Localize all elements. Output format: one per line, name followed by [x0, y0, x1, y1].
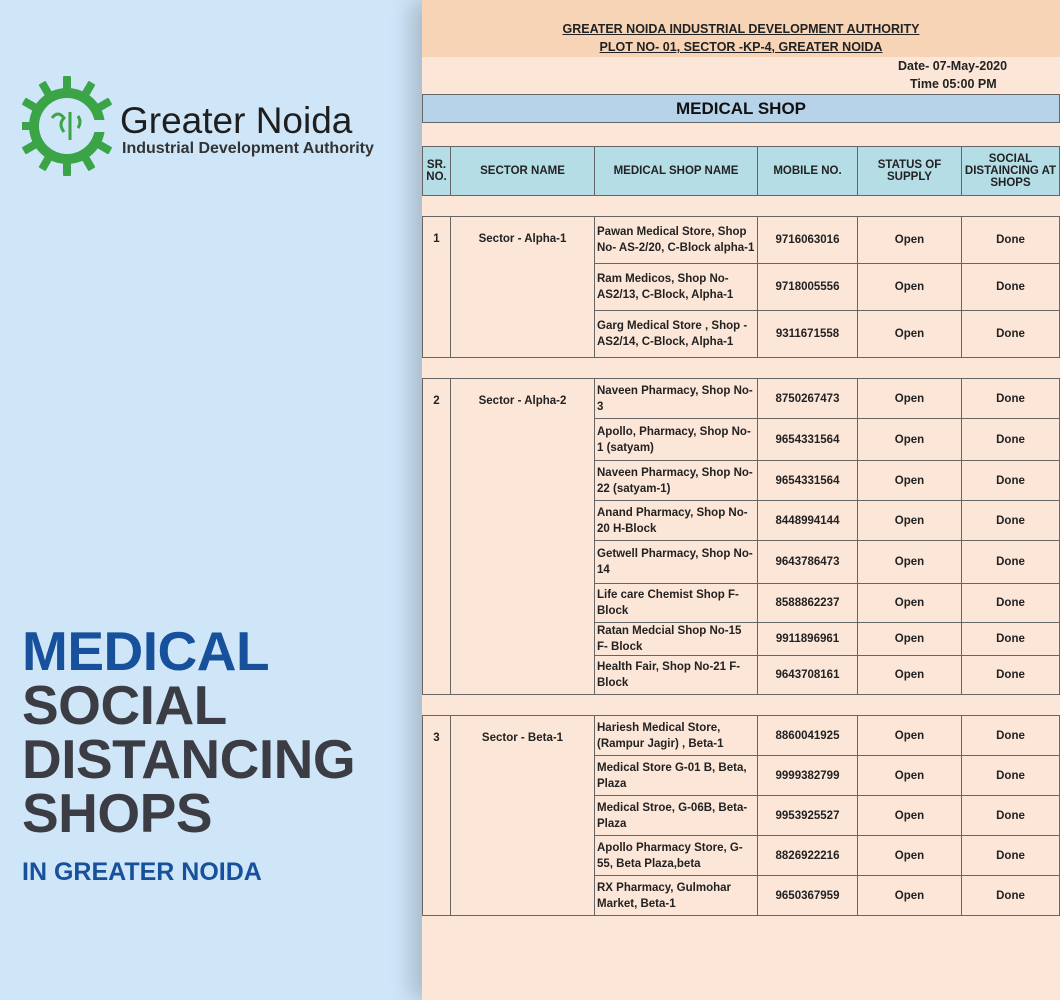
shop-name-cell: Health Fair, Shop No-21 F- Block: [595, 656, 758, 695]
headline-line-1: MEDICAL: [22, 620, 270, 682]
group-spacer-row: [423, 695, 1060, 716]
status-of-supply-cell: Open: [858, 756, 962, 796]
social-distancing-cell: Done: [962, 656, 1060, 695]
social-distancing-cell: Done: [962, 584, 1060, 623]
social-distancing-cell: Done: [962, 501, 1060, 541]
shop-name-cell: Apollo Pharmacy Store, G-55, Beta Plaza,beta: [595, 836, 758, 876]
status-of-supply-cell: Open: [858, 716, 962, 756]
gear-emblem-icon: [22, 76, 112, 176]
mobile-no-cell: 9718005556: [758, 264, 858, 311]
status-of-supply-cell: Open: [858, 876, 962, 916]
sr-no-cell: 1: [423, 217, 451, 358]
mobile-no-cell: 9654331564: [758, 419, 858, 461]
shop-name-cell: Medical Stroe, G-06B, Beta- Plaza: [595, 796, 758, 836]
status-of-supply-cell: Open: [858, 656, 962, 695]
sector-name-cell: Sector - Beta-1: [451, 716, 595, 916]
status-of-supply-cell: Open: [858, 217, 962, 264]
shop-name-cell: RX Pharmacy, Gulmohar Market, Beta-1: [595, 876, 758, 916]
status-of-supply-cell: Open: [858, 541, 962, 584]
mobile-no-cell: 9650367959: [758, 876, 858, 916]
report-time: Time 05:00 PM: [910, 77, 997, 91]
table-row: [423, 716, 1060, 756]
shop-name-cell: Pawan Medical Store, Shop No- AS-2/20, C-Block alpha-1: [595, 217, 758, 264]
mobile-no-cell: 9911896961: [758, 623, 858, 656]
headline-line-3: DISTANCING: [22, 728, 356, 790]
group-spacer-cell: [423, 196, 1060, 217]
status-of-supply-cell: Open: [858, 796, 962, 836]
table-body: [423, 196, 1060, 916]
header-sr-no: SR. NO.: [423, 147, 451, 196]
header-sector-name: SECTOR NAME: [451, 147, 595, 196]
social-distancing-cell: Done: [962, 836, 1060, 876]
headline-line-4: SHOPS: [22, 782, 213, 844]
mobile-no-cell: 9999382799: [758, 756, 858, 796]
header-mobile-no: MOBILE NO.: [758, 147, 858, 196]
social-distancing-cell: Done: [962, 379, 1060, 419]
report-date: Date- 07-May-2020: [898, 59, 1008, 73]
table-row: [423, 379, 1060, 419]
sr-no-cell: 3: [423, 716, 451, 916]
social-distancing-cell: Done: [962, 623, 1060, 656]
status-of-supply-cell: Open: [858, 311, 962, 358]
social-distancing-cell: Done: [962, 217, 1060, 264]
status-of-supply-cell: Open: [858, 501, 962, 541]
headline-line-2: SOCIAL: [22, 674, 227, 736]
social-distancing-cell: Done: [962, 796, 1060, 836]
headline-subtitle: IN GREATER NOIDA: [22, 858, 262, 886]
brand-name: Greater Noida: [120, 100, 353, 141]
status-of-supply-cell: Open: [858, 379, 962, 419]
status-of-supply-cell: Open: [858, 264, 962, 311]
medical-shop-sheet: [422, 0, 1060, 1000]
mobile-no-cell: 8448994144: [758, 501, 858, 541]
shop-name-cell: Medical Store G-01 B, Beta, Plaza: [595, 756, 758, 796]
status-of-supply-cell: Open: [858, 461, 962, 501]
social-distancing-cell: Done: [962, 311, 1060, 358]
header-status-of-supply: STATUS OF SUPPLY: [858, 147, 962, 196]
group-spacer-row: [423, 358, 1060, 379]
org-address: PLOT NO- 01, SECTOR -KP-4, GREATER NOIDA: [599, 40, 883, 54]
left-panel: [0, 0, 422, 1000]
brand-subtitle: Industrial Development Authority: [122, 140, 374, 157]
header-shop-name: MEDICAL SHOP NAME: [595, 147, 758, 196]
shop-name-cell: Apollo, Pharmacy, Shop No-1 (satyam): [595, 419, 758, 461]
mobile-no-cell: 9716063016: [758, 217, 858, 264]
headline: [22, 620, 356, 887]
shop-name-cell: Ratan Medcial Shop No-15 F- Block: [595, 623, 758, 656]
shop-name-cell: Ram Medicos, Shop No- AS2/13, C-Block, Alpha-1: [595, 264, 758, 311]
social-distancing-cell: Done: [962, 461, 1060, 501]
group-spacer-row: [423, 196, 1060, 217]
social-distancing-cell: Done: [962, 756, 1060, 796]
mobile-no-cell: 8588862237: [758, 584, 858, 623]
shop-name-cell: Anand Pharmacy, Shop No- 20 H-Block: [595, 501, 758, 541]
status-of-supply-cell: Open: [858, 836, 962, 876]
shop-name-cell: Getwell Pharmacy, Shop No- 14: [595, 541, 758, 584]
shop-name-cell: Naveen Pharmacy, Shop No- 22 (satyam-1): [595, 461, 758, 501]
org-name: GREATER NOIDA INDUSTRIAL DEVELOPMENT AUTHORITY: [562, 22, 920, 36]
shop-name-cell: Hariesh Medical Store, (Rampur Jagir) , Beta-1: [595, 716, 758, 756]
mobile-no-cell: 9643786473: [758, 541, 858, 584]
sheet-title: MEDICAL SHOP: [422, 94, 1060, 123]
status-of-supply-cell: Open: [858, 584, 962, 623]
shop-name-cell: Naveen Pharmacy, Shop No- 3: [595, 379, 758, 419]
social-distancing-cell: Done: [962, 264, 1060, 311]
medical-shop-table: [422, 146, 1060, 916]
social-distancing-cell: Done: [962, 541, 1060, 584]
table-row: [423, 217, 1060, 264]
status-of-supply-cell: Open: [858, 419, 962, 461]
mobile-no-cell: 8750267473: [758, 379, 858, 419]
mobile-no-cell: 9643708161: [758, 656, 858, 695]
group-spacer-cell: [423, 695, 1060, 716]
mobile-no-cell: 8860041925: [758, 716, 858, 756]
status-of-supply-cell: Open: [858, 623, 962, 656]
group-spacer-cell: [423, 358, 1060, 379]
shop-name-cell: Garg Medical Store , Shop - AS2/14, C-Block, Alpha-1: [595, 311, 758, 358]
mobile-no-cell: 9311671558: [758, 311, 858, 358]
social-distancing-cell: Done: [962, 419, 1060, 461]
social-distancing-cell: Done: [962, 716, 1060, 756]
sector-name-cell: Sector - Alpha-2: [451, 379, 595, 695]
sr-no-cell: 2: [423, 379, 451, 695]
mobile-no-cell: 8826922216: [758, 836, 858, 876]
gnida-logo: [22, 76, 382, 176]
table-header-row: [423, 147, 1060, 196]
social-distancing-cell: Done: [962, 876, 1060, 916]
shop-name-cell: Life care Chemist Shop F- Block: [595, 584, 758, 623]
mobile-no-cell: 9654331564: [758, 461, 858, 501]
mobile-no-cell: 9953925527: [758, 796, 858, 836]
sector-name-cell: Sector - Alpha-1: [451, 217, 595, 358]
header-social-distancing: SOCIAL DISTAINCING AT SHOPS: [962, 147, 1060, 196]
